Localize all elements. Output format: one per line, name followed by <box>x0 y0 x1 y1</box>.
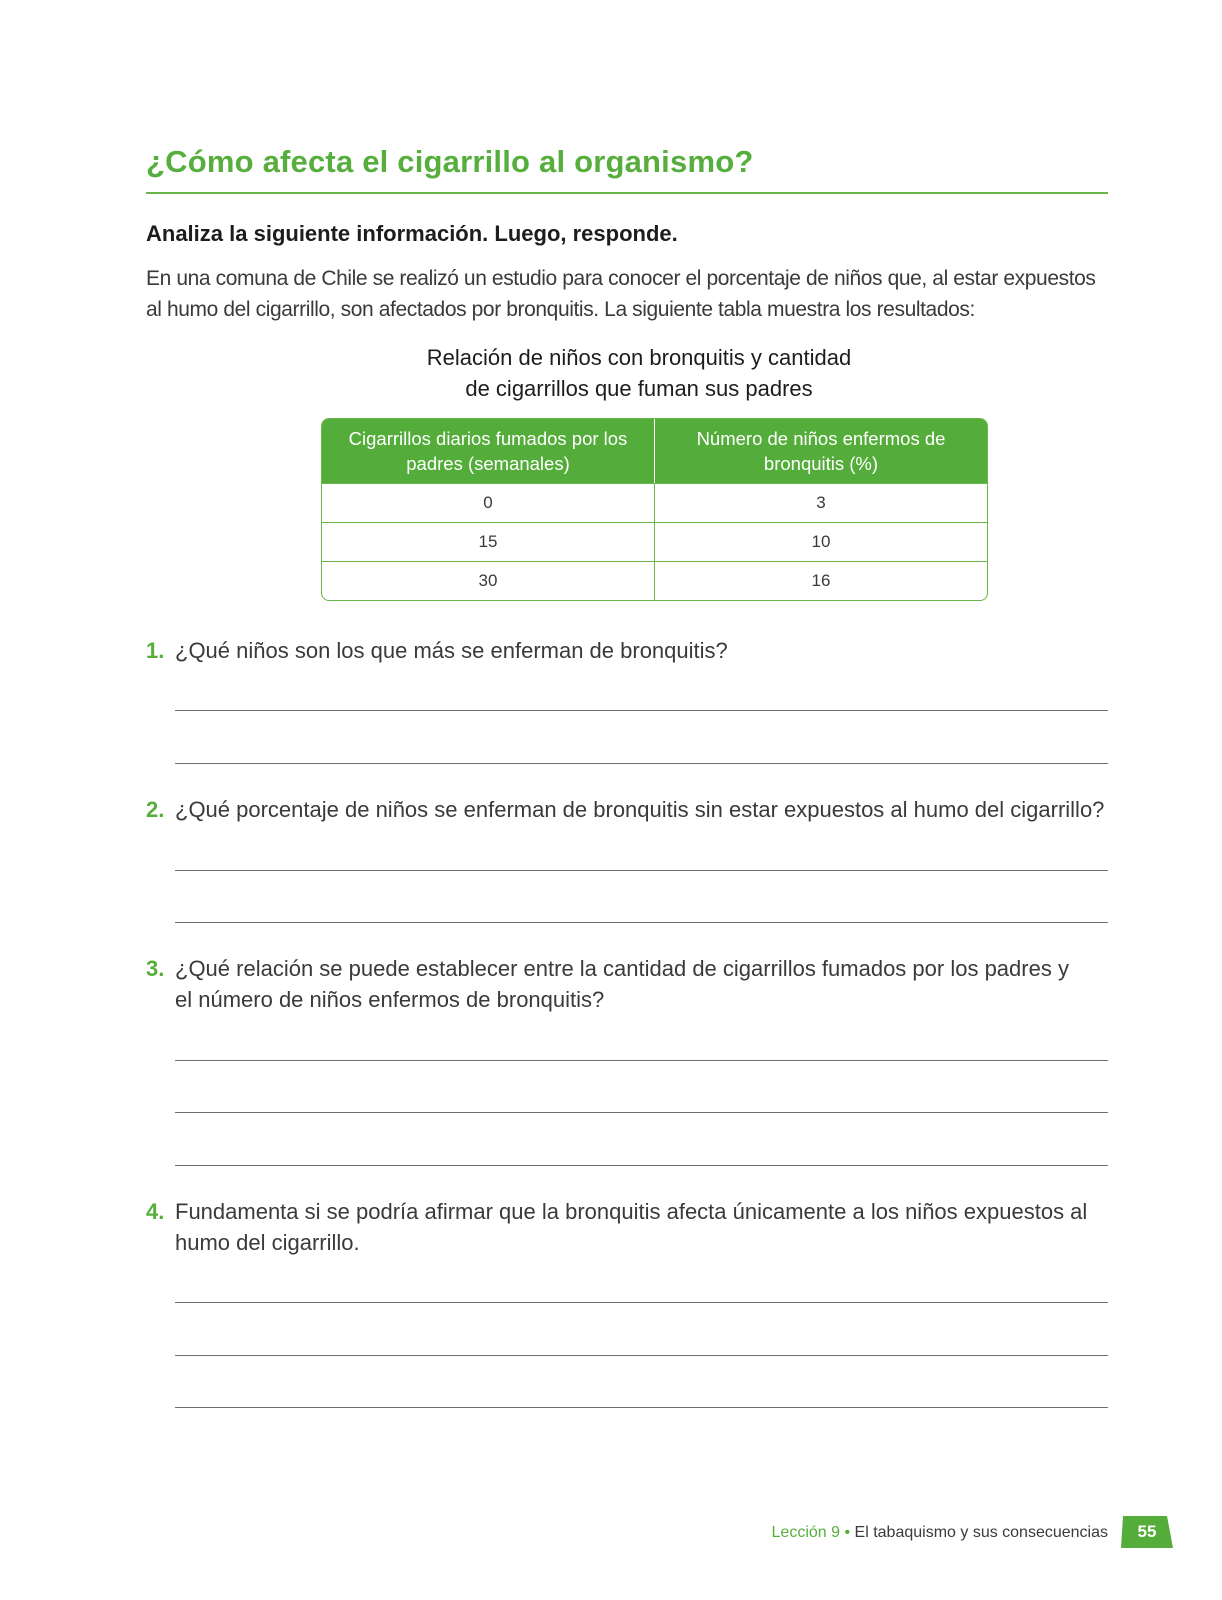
question-number: 3. <box>146 956 165 981</box>
question-text: Fundamenta si se podría afirmar que la bronquitis afecta únicamente a los niños expuestos al humo del cigarrillo. <box>175 1199 1088 1255</box>
answer-line[interactable] <box>175 1060 1108 1061</box>
data-table <box>321 418 988 601</box>
table-header-cell: Número de niños enfermos de bronquitis (%) <box>654 419 987 483</box>
page-number: 55 <box>1137 1522 1157 1541</box>
question-text: ¿Qué niños son los que más se enferman de bronquitis? <box>175 638 728 663</box>
footer-topic: El tabaquismo y sus consecuencias <box>854 1524 1108 1541</box>
table-header-cell: Cigarrillos diarios fumados por los padres (semanales) <box>348 428 628 474</box>
instruction-heading: Analiza la siguiente información. Luego, responde. <box>146 221 678 246</box>
question-4 <box>146 1196 1126 1258</box>
question-2 <box>146 794 1126 825</box>
table-cell: 0 <box>483 493 493 512</box>
page-number-badge <box>1121 1516 1173 1548</box>
answer-line[interactable] <box>175 1112 1108 1113</box>
question-text: ¿Qué porcentaje de niños se enferman de bronquitis sin estar expuestos al humo del cigarrillo? <box>175 797 1105 822</box>
question-number: 2. <box>146 797 165 822</box>
question-1 <box>146 635 1126 666</box>
table-header-row <box>322 419 987 483</box>
answer-line[interactable] <box>175 1302 1108 1303</box>
question-text: ¿Qué relación se puede establecer entre la cantidad de cigarrillos fumados por los padres y el número de niños enfermos de bronquitis? <box>175 956 1069 1012</box>
table-cell: 30 <box>478 571 498 590</box>
table-caption <box>314 342 964 404</box>
answer-line[interactable] <box>175 1355 1108 1356</box>
table-cell: 3 <box>654 484 987 522</box>
question-number: 4. <box>146 1199 165 1224</box>
table-row <box>322 522 987 561</box>
page-footer <box>700 1524 1108 1542</box>
table-caption-line-1: Relación de niños con bronquitis y cantidad <box>426 345 852 370</box>
table-cell: 15 <box>478 532 498 551</box>
answer-line[interactable] <box>175 1407 1108 1408</box>
table-caption-line-2: de cigarrillos que fuman sus padres <box>465 376 813 401</box>
question-number: 1. <box>146 638 165 663</box>
answer-line[interactable] <box>175 710 1108 711</box>
answer-line[interactable] <box>175 1165 1108 1166</box>
footer-separator: • <box>844 1524 851 1541</box>
answer-line[interactable] <box>175 870 1108 871</box>
page-title: ¿Cómo afecta el cigarrillo al organismo? <box>146 144 754 179</box>
title-divider <box>146 192 1108 194</box>
table-row <box>322 561 987 600</box>
intro-paragraph: En una comuna de Chile se realizó un estudio para conocer el porcentaje de niños que, al estar expuestos al humo del cigarrillo, son afectados por bronquitis. La siguiente tabla muestra los resultados: <box>146 267 1096 321</box>
footer-lesson: Lección 9 <box>771 1524 841 1541</box>
answer-line[interactable] <box>175 763 1108 764</box>
table-cell: 16 <box>654 562 987 600</box>
question-3 <box>146 953 1126 1015</box>
table-cell: 10 <box>654 523 987 561</box>
table-row <box>322 483 987 522</box>
answer-line[interactable] <box>175 922 1108 923</box>
